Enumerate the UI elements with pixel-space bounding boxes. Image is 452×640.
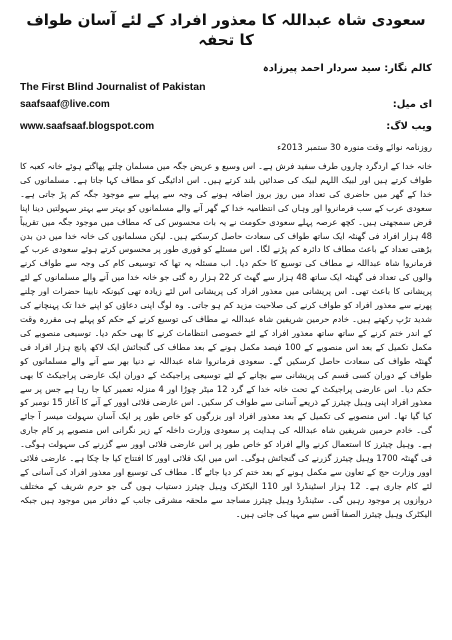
blog-url[interactable]: www.saafsaaf.blogspot.com bbox=[20, 121, 155, 132]
article-body-text: خانہ خدا کے اردگرد چاروں طرف سفید فرش ہے۔ اس وسیع و عریض جگہ میں مسلمان چلتے پھاگتے ہوئے خانہ کعبہ کا طواف کرتے ہیں اور لبیک اللہم لبیک کی صدائیں بلند کرتے ہیں۔ اس ادائیگی کو مطاف کہا جاتا ہے۔ مسلمانوں کی خدا کے گھر میں حاضری کی تعداد میں روز بروز اضافہ ہونے کی وجہ سے پہلے سے موجود جگہ کم پڑ جاتی ہے۔ سعودی عرب کے سب فرمانروا اور وہاں کی انتظامیہ خدا کے گھر آنے والے مسلمانوں کو بہتر سے بہتر سہولتیں دینا اپنا فرض سمجھتی ہیں۔ کچھ عرصہ پہلے سعودی حکومت نے یہ بات محسوس کی کہ مطاف میں موجود جگہ میں تقریباً 48 ہزار افراد فی گھنٹہ ایک ساتھ طواف کی سعادت حاصل کرسکتے ہیں۔ لیکن مسلمانوں کی خانہ خدا میں دن بدن بڑھتی تعداد کے باعث مطاف کا دائرہ کم پڑنے لگا۔ اس مسئلے کو فوری طور پر محسوس کرتے ہوئے سعودی عرب کے فرمانروا شاہ عبداللہ نے مطاف کی توسیع کا حکم دیا۔ اب مسئلہ یہ تھا کہ توسیعی کام کی وجہ سے طواف کرنے والوں کی تعداد فی گھنٹہ ایک ساتھ 48 ہزار سے گھٹ کر 22 ہزار رہ گئی جو خانہ خدا میں آنے والے مسلمانوں کے لئے پریشانی کا باعث تھی۔ اس پریشانی میں معذور افراد کی پریشانی اس لئے زیادہ تھی کیونکہ نابینا حضرات اور چلنے پھرنے سے معذور افراد کو طواف کرنے کی صلاحیت مزید کم ہو جاتی۔ وہ لوگ اپنی دعاؤں کو اپنے خدا تک پہنچانے کی شدید تڑپ رکھتے ہیں۔ خادم حرمین شریفین شاہ عبداللہ نے مطاف کی توسیع کرنے کے حکم کو پہلے ہی مقررہ وقت کے اندر ختم کرنے کے ساتھ ساتھ معذور افراد کے لئے خصوصی انتظامات کرنے کا بھی حکم دیا۔ توسیعی منصوبے کی مکمل تکمیل کے بعد اس منصوبے کے 100 فیصد مکمل ہونے کے بعد مطاف کی گنجائش ایک لاکھ پانچ ہزار افراد فی گھنٹہ طواف کی سعادت حاصل کرسکیں گے۔ سعودی فرمانروا شاہ عبداللہ نے دنیا بھر سے آنے والے مسلمانوں کو طواف کے دوران کسی قسم کی پریشانی سے بچانے کے لئے توسیعی پراجیکٹ کے دوران ایک عارضی پراجیکٹ کا بھی حکم دیا۔ اس عارضی پراجیکٹ کے تحت خانہ خدا کے گرد 12 میٹر چوڑا اور 4 منزلہ تعمیر کیا جا رہا ہے جس پر سے معذور افراد اپنی وہیل چیئرز کے ذریعے آسانی سے طواف کر سکیں۔ اس عارضی فلائی اوور کے آنے کا آغاز 15 نومبر کو کیا گیا تھا۔ اس منصوبے کی تکمیل کے بعد معذور افراد اور بزرگوں کو خاص طور پر ایک آسان سہولت میسر آ جائے گی۔ خادم حرمین شریفین شاہ عبداللہ کی ہدایت پر سعودی وزارت داخلہ کے زیر نگرانی اس منصوبے پر کام جاری ہے۔ وہیل چیئرز کا استعمال کرنے والے افراد کو خاص طور پر اس عارضی فلائی اوور سے گزرنے کی سہولت ہوگی۔ فی گھنٹہ 1700 وہیل چیئرز گزرنے کی گنجائش ہوگی۔ اس میں ایک فلائی اوور کا افتتاح کیا جا چکا ہے۔ عارضی فلائی اوور وزارت حج کے تعاون سے مکمل ہونے کے بعد ختم کر دیا جائے گا۔ مطاف کی توسیع اور معذور افراد کی آسانی کے لئے کام جاری ہے۔ 12 ہزار اسٹینڈرڈ اور 110 الیکٹرک وہیل چیئرز دستیاب ہوں گی جو حرم شریف کے مختلف دروازوں پر موجود رہیں گی۔ سٹینڈرڈ وہیل چیئرز مساجد سے ملحقہ مشرقی جانب کے دفاتر میں موجود ہیں جبکہ الیکٹرک وہیل چیئرز الصفا آفس سے مہیا کی جاتی ہیں۔ bbox=[20, 161, 432, 519]
author-label: کالم نگار: bbox=[384, 63, 432, 74]
article-title: سعودی شاہ عبداللہ کا معذور افراد کے لئے آسان طواف کا تحفہ bbox=[26, 11, 426, 49]
blog-row bbox=[0, 120, 452, 134]
email-label: ای میل: bbox=[392, 99, 432, 110]
email-address[interactable]: saafsaaf@live.com bbox=[20, 99, 110, 110]
author-name: سید سردار احمد پیرزادہ bbox=[262, 63, 381, 74]
email-row bbox=[0, 98, 452, 112]
author-line bbox=[20, 62, 432, 76]
blog-label: ویب لاگ: bbox=[386, 121, 432, 132]
author-tagline: The First Blind Journalist of Pakistan bbox=[20, 81, 206, 93]
publication-date: روزنامہ نوائے وقت منورہ 30 ستمبر 2013ء bbox=[277, 143, 432, 153]
article-body bbox=[20, 160, 432, 630]
